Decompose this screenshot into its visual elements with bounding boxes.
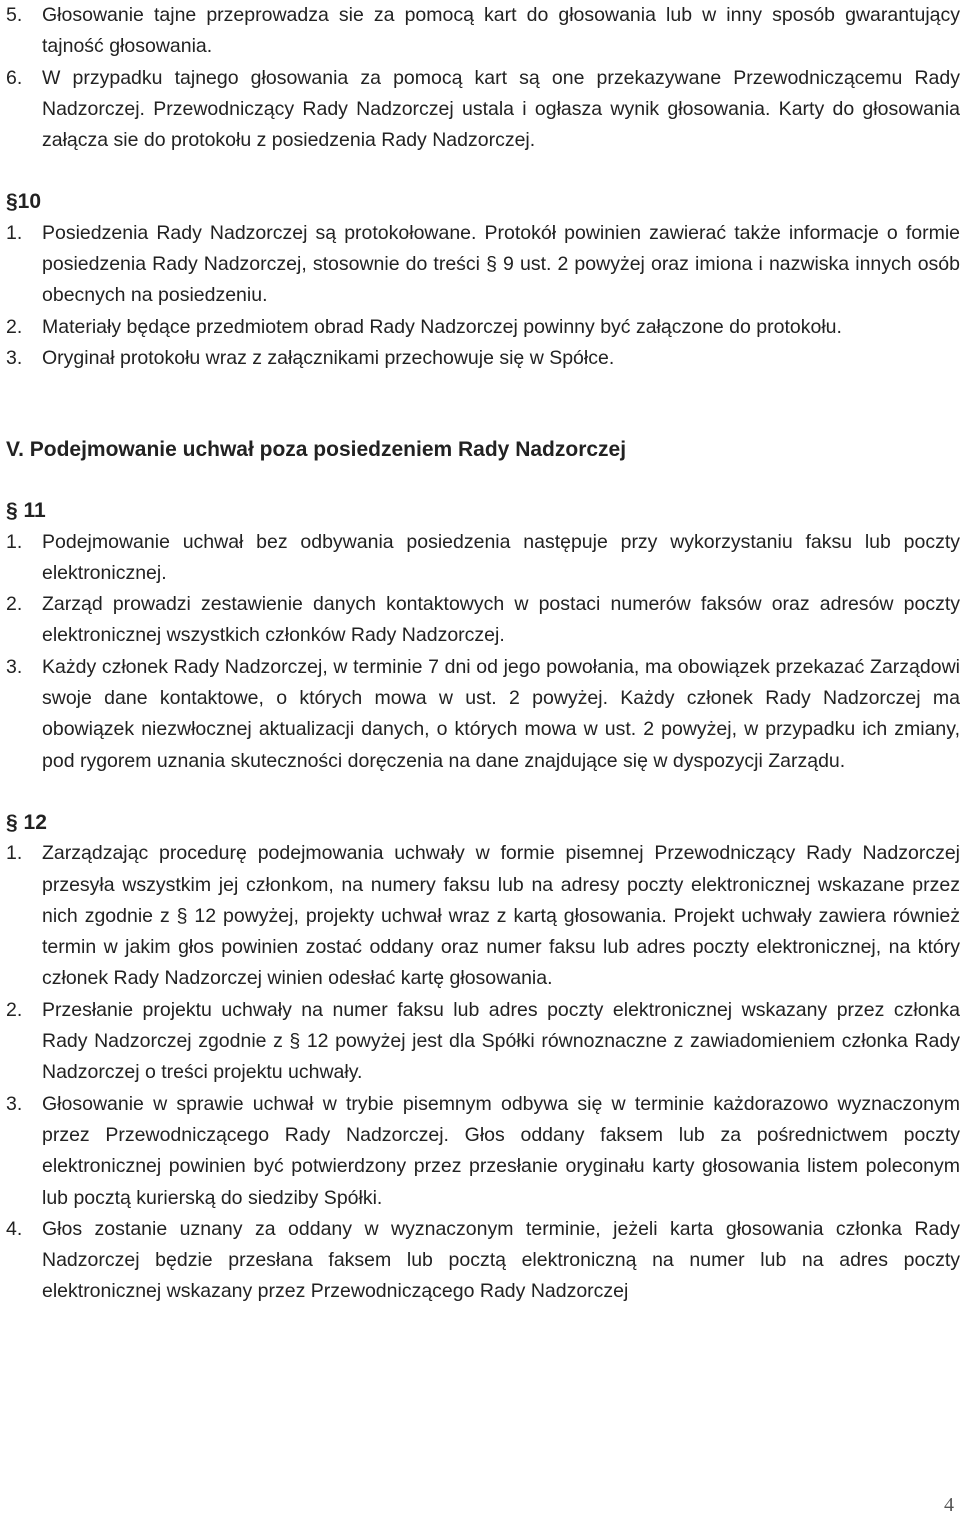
list-item	[6, 0, 960, 63]
item-number: 3.	[6, 346, 23, 369]
list-item	[6, 652, 960, 777]
list-item	[6, 1089, 960, 1214]
item-number: 5.	[6, 4, 23, 26]
item-text: Głosowanie tajne przeprowadza sie za pomocą kart do głosowania lub w inny sposób gwarantujący tajność głosowania.	[42, 4, 960, 58]
paragraph-heading-12: § 12	[6, 810, 47, 834]
list-item	[6, 589, 960, 652]
list-item	[6, 63, 960, 157]
item-number: 1.	[6, 842, 23, 865]
item-text: Głosowanie w sprawie uchwał w trybie pisemnym odbywa się w terminie każdorazowo wyznaczonym przez Przewodniczącego Rady Nadzorczej. Głos oddany faksem lub za pośrednictwem poczty elektronicznej powinien być potwierdzony przez przesłanie oryginału karty głosowania listem poleconym lub pocztą kurierską do siedziby Spółki.	[42, 1092, 960, 1209]
item-text: Głos zostanie uznany za oddany w wyznaczonym terminie, jeżeli karta głosowania członka Rady Nadzorczej będzie przesłana faksem lub pocztą elektroniczną na numer lub na adres poczty elektronicznej wskazany przez Przewodniczącego Rady Nadzorczej	[42, 1217, 960, 1303]
item-text: Podejmowanie uchwał bez odbywania posiedzenia następuje przy wykorzystaniu faksu lub poczty elektronicznej.	[42, 530, 960, 584]
list-item	[6, 218, 960, 312]
item-number: 1.	[6, 221, 23, 244]
item-text: Zarząd prowadzi zestawienie danych kontaktowych w postaci numerów faksów oraz adresów poczty elektronicznej wszystkich członków Rady Nadzorczej.	[42, 593, 960, 647]
page-number: 4	[944, 1494, 954, 1516]
item-number: 1.	[6, 530, 23, 553]
document-page	[6, 0, 960, 1308]
list-item	[6, 312, 960, 343]
item-number: 3.	[6, 655, 23, 678]
list-item	[6, 343, 960, 374]
list-item	[6, 838, 960, 994]
item-text: Materiały będące przedmiotem obrad Rady Nadzorczej powinny być załączone do protokołu.	[42, 315, 842, 338]
paragraph-heading-10: §10	[6, 190, 42, 214]
item-text: Przesłanie projektu uchwały na numer faksu lub adres poczty elektronicznej wskazany przez członka Rady Nadzorczej zgodnie z § 12 powyżej jest dla Spółki równoznaczne z zawiadomieniem członka Rady Nadzorczej o treści projektu uchwały.	[42, 998, 960, 1084]
item-number: 3.	[6, 1092, 23, 1115]
list-item	[6, 995, 960, 1089]
item-text: Każdy członek Rady Nadzorczej, w terminie 7 dni od jego powołania, ma obowiązek przekazać Zarządowi swoje dane kontaktowe, o których mowa w ust. 2 powyżej. Każdy członek Rady Nadzorczej ma obowiązek niezwłocznej aktualizacji danych, o których mowa w ust. 2 powyżej, w przypadku ich zmiany, pod rygorem uznania skuteczności doręczenia na dane znajdujące się w dyspozycji Zarządu.	[42, 655, 960, 772]
item-text: Oryginał protokołu wraz z załącznikami przechowuje się w Spółce.	[42, 346, 615, 369]
section-heading: V. Podejmowanie uchwał poza posiedzeniem Rady Nadzorczej	[6, 438, 627, 462]
item-text: Zarządzając procedurę podejmowania uchwały w formie pisemnej Przewodniczący Rady Nadzorczej przesyła wszystkim jej członkom, na numery faksu lub na adresy poczty elektronicznej wskazane przez nich zgodnie z § 12 powyżej, projekty uchwał wraz z kartą głosowania. Projekt uchwały zawiera również termin w jakim głos powinien zostać oddany oraz numer faksu lub adres poczty elektronicznej, na który członek Rady Nadzorczej winien odesłać kartę głosowania.	[42, 842, 960, 990]
item-number: 6.	[6, 66, 23, 89]
item-text: Posiedzenia Rady Nadzorczej są protokołowane. Protokół powinien zawierać także informacje o formie posiedzenia Rady Nadzorczej, stosownie do treści § 9 ust. 2 powyżej oraz imiona i nazwiska innych osób obecnych na posiedzeniu.	[42, 221, 960, 307]
item-number: 2.	[6, 593, 23, 616]
item-text: W przypadku tajnego głosowania za pomocą kart są one przekazywane Przewodniczącemu Rady Nadzorczej. Przewodniczący Rady Nadzorczej ustala i ogłasza wynik głosowania. Karty do głosowania załącza sie do protokołu z posiedzenia Rady Nadzorczej.	[42, 66, 960, 152]
item-number: 2.	[6, 315, 23, 338]
list-item	[6, 527, 960, 590]
item-number: 2.	[6, 998, 23, 1021]
paragraph-heading-11: § 11	[6, 499, 46, 523]
list-item	[6, 1214, 960, 1308]
item-number: 4.	[6, 1217, 23, 1240]
